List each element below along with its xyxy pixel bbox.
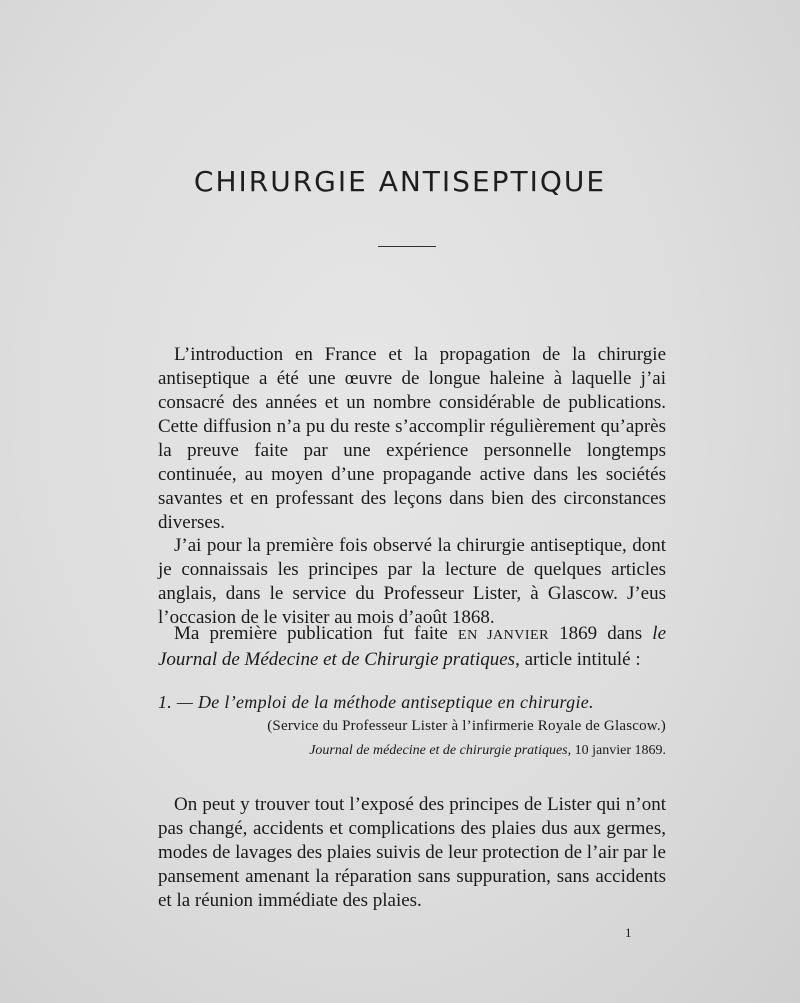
title-separator-rule (378, 246, 436, 247)
chapter-title: CHIRURGIE ANTISEPTIQUE (193, 165, 607, 198)
reference-title: 1. — De l’emploi de la méthode antiseptique en chirurgie. (158, 692, 594, 712)
reference-journal-name: Journal de médecine et de chirurgie pratiques, (309, 743, 572, 758)
reference-date: 10 janvier 1869. (571, 743, 666, 758)
paragraph-lister-principles: On peut y trouver tout l’exposé des principes de Lister qui n’ont pas changé, accidents et complications des plaies dus aux germes, modes de lavages des plaies suivis de leur protection de l’air par le pansement amenant la réparation sans suppuration, sans accidents et la réunion immédiate des plaies. (158, 794, 666, 911)
paragraph-first-observation: J’ai pour la première fois observé la chirurgie antiseptique, dont je connaissais les principes par la lecture de quelques articles anglais, dans le service du Professeur Lister, à Glascow. J’eus l’occasion de le visiter au mois d’août 1868. (158, 535, 666, 628)
p3-text-c: , article intitulé : (515, 649, 641, 670)
p3-journal-italic: le Journal de Médecine et de Chirurgie pratiques (158, 623, 667, 670)
p3-small-caps: EN JANVIER (458, 628, 549, 643)
paragraph-introduction: L’introduction en France et la propagation de la chirurgie antiseptique a été une œuvre de longue haleine à laquelle j’ai consacré des années et un nombre considérable de publications. Cette diffusion n’a pu du reste s’accomplir régulièrement qu’après la preuve faite par une expérience personnelle longtemps continuée, au moyen d’une propagande active dans les sociétés savantes et en professant des leçons dans bien des circonstances diverses. (158, 344, 666, 533)
page-number: 1 (625, 925, 632, 940)
reference-journal (158, 743, 666, 759)
p3-text-a: Ma première publication fut faite (174, 623, 459, 644)
p3-text-b: 1869 dans (548, 623, 653, 644)
reference-service: (Service du Professeur Lister à l’infirmerie Royale de Glascow.) (267, 718, 666, 734)
paragraph-first-publication (158, 622, 666, 672)
